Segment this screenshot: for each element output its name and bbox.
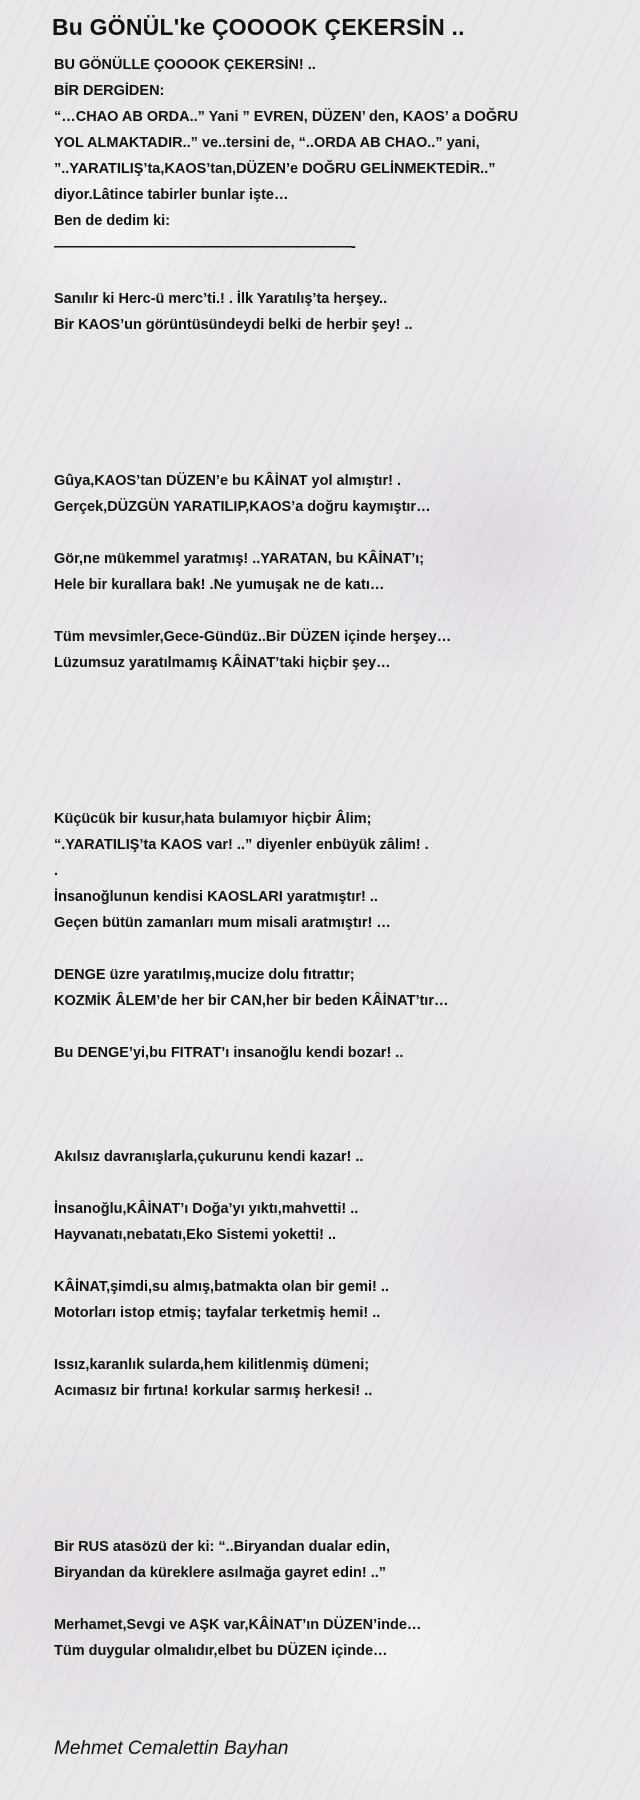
divider-line: ——————————————————————- (54, 239, 355, 255)
poem-line: Geçen bütün zamanları mum misali aratmıştır! … (54, 915, 391, 931)
poem-line: BİR DERGİDEN: (54, 83, 165, 99)
poem-line: ”..YARATILIŞ’ta,KAOS’tan,DÜZEN’e DOĞRU GELİNMEKTEDİR..” (54, 161, 496, 177)
blank-line (54, 1586, 614, 1612)
blank-line (54, 1326, 614, 1352)
poem-title: Bu GÖNÜL'ke ÇOOOOK ÇEKERSİN .. (52, 14, 465, 40)
poem-line: Hayvanatı,nebatatı,Eko Sistemi yoketti! .. (54, 1227, 337, 1243)
poem-line: BU GÖNÜLLE ÇOOOOK ÇEKERSİN! .. (54, 57, 316, 73)
poem-line: YOL ALMAKTADIR..” ve..tersini de, “..ORDA AB CHAO..” yani, (54, 135, 480, 151)
poem-line: KÂİNAT,şimdi,su almış,batmakta olan bir gemi! .. (54, 1279, 389, 1295)
poem-line: Küçücük bir kusur,hata bulamıyor hiçbir Âlim; (54, 811, 372, 827)
poem-line: Hele bir kurallara bak! .Ne yumuşak ne de katı… (54, 577, 385, 593)
blank-line (54, 702, 614, 728)
poem-line: Ben de dedim ki: (54, 213, 171, 229)
blank-line (54, 1482, 614, 1508)
poem-line: Tüm duygular olmalıdır,elbet bu DÜZEN içinde… (54, 1643, 388, 1659)
poem-line: İnsanoğlunun kendisi KAOSLARI yaratmıştır! .. (54, 889, 378, 905)
blank-line (54, 1118, 614, 1144)
poem-line: İnsanoğlu,KÂİNAT’ı Doğa’yı yıktı,mahvetti! .. (54, 1201, 359, 1217)
blank-line (54, 676, 614, 702)
blank-line (54, 390, 614, 416)
blank-line (54, 1248, 614, 1274)
poem-line: Bu DENGE’yi,bu FITRAT’ı insanoğlu kendi bozar! .. (54, 1045, 404, 1061)
poem-line: Bir RUS atasözü der ki: “..Biryandan dualar edin, (54, 1539, 390, 1555)
blank-line (54, 598, 614, 624)
poem-line: . (54, 863, 59, 879)
blank-line (54, 416, 614, 442)
poem-line: Gerçek,DÜZGÜN YARATILIP,KAOS’a doğru kaymıştır… (54, 499, 431, 515)
blank-line (54, 1404, 614, 1430)
blank-line (54, 1066, 614, 1092)
poem-line: KOZMİK ÂLEM’de her bir CAN,her bir beden KÂİNAT’tır… (54, 993, 449, 1009)
blank-line (54, 780, 614, 806)
poem-line: DENGE üzre yaratılmış,mucize dolu fıtrattır; (54, 967, 355, 983)
blank-line (54, 1508, 614, 1534)
poem-line: Sanılır ki Herc-ü merc’ti.! . İlk Yaratılış’ta herşey.. (54, 291, 388, 307)
poem-line: Acımasız bir fırtına! korkular sarmış herkesi! .. (54, 1383, 373, 1399)
blank-line (54, 936, 614, 962)
blank-line (54, 728, 614, 754)
blank-line (54, 520, 614, 546)
blank-line (54, 1092, 614, 1118)
poem-line: Tüm mevsimler,Gece-Gündüz..Bir DÜZEN içinde herşey… (54, 629, 452, 645)
blank-line (54, 1170, 614, 1196)
blank-line (54, 1014, 614, 1040)
poem-line: Lüzumsuz yaratılmamış KÂİNAT’taki hiçbir şey… (54, 655, 391, 671)
poem-line: Gûya,KAOS’tan DÜZEN’e bu KÂİNAT yol almıştır! . (54, 473, 401, 489)
poem-line: Gör,ne mükemmel yaratmış! ..YARATAN, bu KÂİNAT’ı; (54, 551, 425, 567)
poem-line: Bir KAOS’un görüntüsündeydi belki de herbir şey! .. (54, 317, 413, 333)
blank-line (54, 1430, 614, 1456)
poem-line: diyor.Lâtince tabirler bunlar işte… (54, 187, 289, 203)
blank-line (54, 338, 614, 364)
blank-line (54, 364, 614, 390)
author-signature: Mehmet Cemalettin Bayhan (54, 1738, 289, 1759)
poem-line: “.YARATILIŞ’ta KAOS var! ..” diyenler enbüyük zâlim! . (54, 837, 429, 853)
poem-line: “…CHAO AB ORDA..” Yani ” EVREN, DÜZEN’ den, KAOS’ a DOĞRU (54, 109, 519, 125)
poem-line: Merhamet,Sevgi ve AŞK var,KÂİNAT’ın DÜZEN’inde… (54, 1617, 422, 1633)
blank-line (54, 1456, 614, 1482)
blank-line (54, 754, 614, 780)
poem-body (54, 52, 614, 1664)
poem-line: Biryandan da küreklere asılmağa gayret edin! ..” (54, 1565, 387, 1581)
blank-line (54, 442, 614, 468)
poem-line: Akılsız davranışlarla,çukurunu kendi kazar! .. (54, 1149, 364, 1165)
poem-line: Motorları istop etmiş; tayfalar terketmiş hemi! .. (54, 1305, 381, 1321)
poem-line: Issız,karanlık sularda,hem kilitlenmiş dümeni; (54, 1357, 370, 1373)
blank-line (54, 260, 614, 286)
